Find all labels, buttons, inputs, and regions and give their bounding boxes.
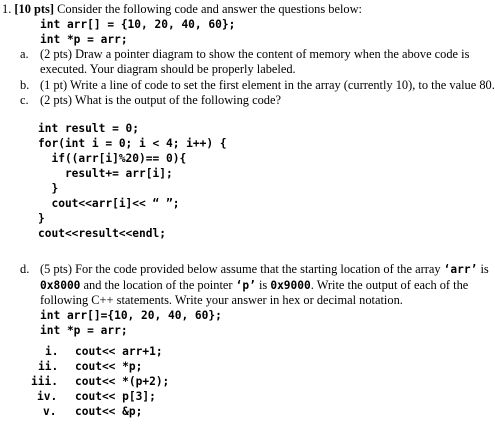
part-a-text: (2 pts) Draw a pointer diagram to show the content of memory when the above code is executed. Your diagram should be properly labeled. <box>40 47 470 76</box>
question-header <box>2 2 362 17</box>
code-line: int *p = arr; <box>40 33 128 46</box>
address-p: 0x9000 <box>270 279 311 292</box>
code-line: int result = 0; <box>38 122 140 135</box>
part-b-text: (1 pt) Write a line of code to set the first element in the array (currently 10), to the value 80. <box>40 78 495 92</box>
question-intro: Consider the following code and answer the questions below: <box>57 2 362 16</box>
code-line: result+= arr[i]; <box>38 167 173 180</box>
question-points: [10 pts] <box>14 2 54 16</box>
code-line: int *p = arr; <box>40 324 128 337</box>
code-line: int arr[] = {10, 20, 40, 60}; <box>40 18 236 31</box>
code-line: } <box>38 182 59 195</box>
part-b-label: b. <box>20 78 30 92</box>
item-number: v. <box>43 405 57 418</box>
part-c-label: c. <box>20 93 29 107</box>
code-line: cout<<result<<endl; <box>38 227 166 240</box>
code-line: if((arr[i]%20)== 0){ <box>38 152 187 165</box>
p-name: ‘p’ <box>235 279 256 292</box>
item-number: iii. <box>31 375 58 388</box>
part-c-text: (2 pts) What is the output of the following code? <box>40 93 281 107</box>
item-number: ii. <box>38 360 59 373</box>
item-statement: cout<< &p; <box>75 405 143 418</box>
item-statement: cout<< *p; <box>75 360 143 373</box>
part-d-line2: 0x8000 and the location of the pointer ‘p’ is 0x9000. Write the output of each of the <box>40 278 469 292</box>
item-statement: cout<< p[3]; <box>75 390 156 403</box>
item-statement: cout<< *(p+2); <box>75 375 170 388</box>
arr-name: ‘arr’ <box>443 263 478 276</box>
code-line: for(int i = 0; i < 4; i++) { <box>38 137 227 150</box>
item-number: iv. <box>37 390 58 403</box>
question-number: 1. <box>2 2 12 16</box>
part-d-label: d. <box>20 262 30 276</box>
code-line: } <box>38 212 45 225</box>
code-line: cout<<arr[i]<< “ ”; <box>38 197 180 210</box>
part-a-label: a. <box>20 47 29 61</box>
code-line: int arr[]={10, 20, 40, 60}; <box>40 309 222 322</box>
item-number: i. <box>45 345 59 358</box>
part-d-line1: (5 pts) For the code provided below assume that the starting location of the array ‘arr’ is <box>40 262 489 276</box>
part-d-line3: following C++ statements. Write your answer in hex or decimal notation. <box>40 293 403 307</box>
address-arr: 0x8000 <box>40 279 81 292</box>
item-statement: cout<< arr+1; <box>75 345 163 358</box>
